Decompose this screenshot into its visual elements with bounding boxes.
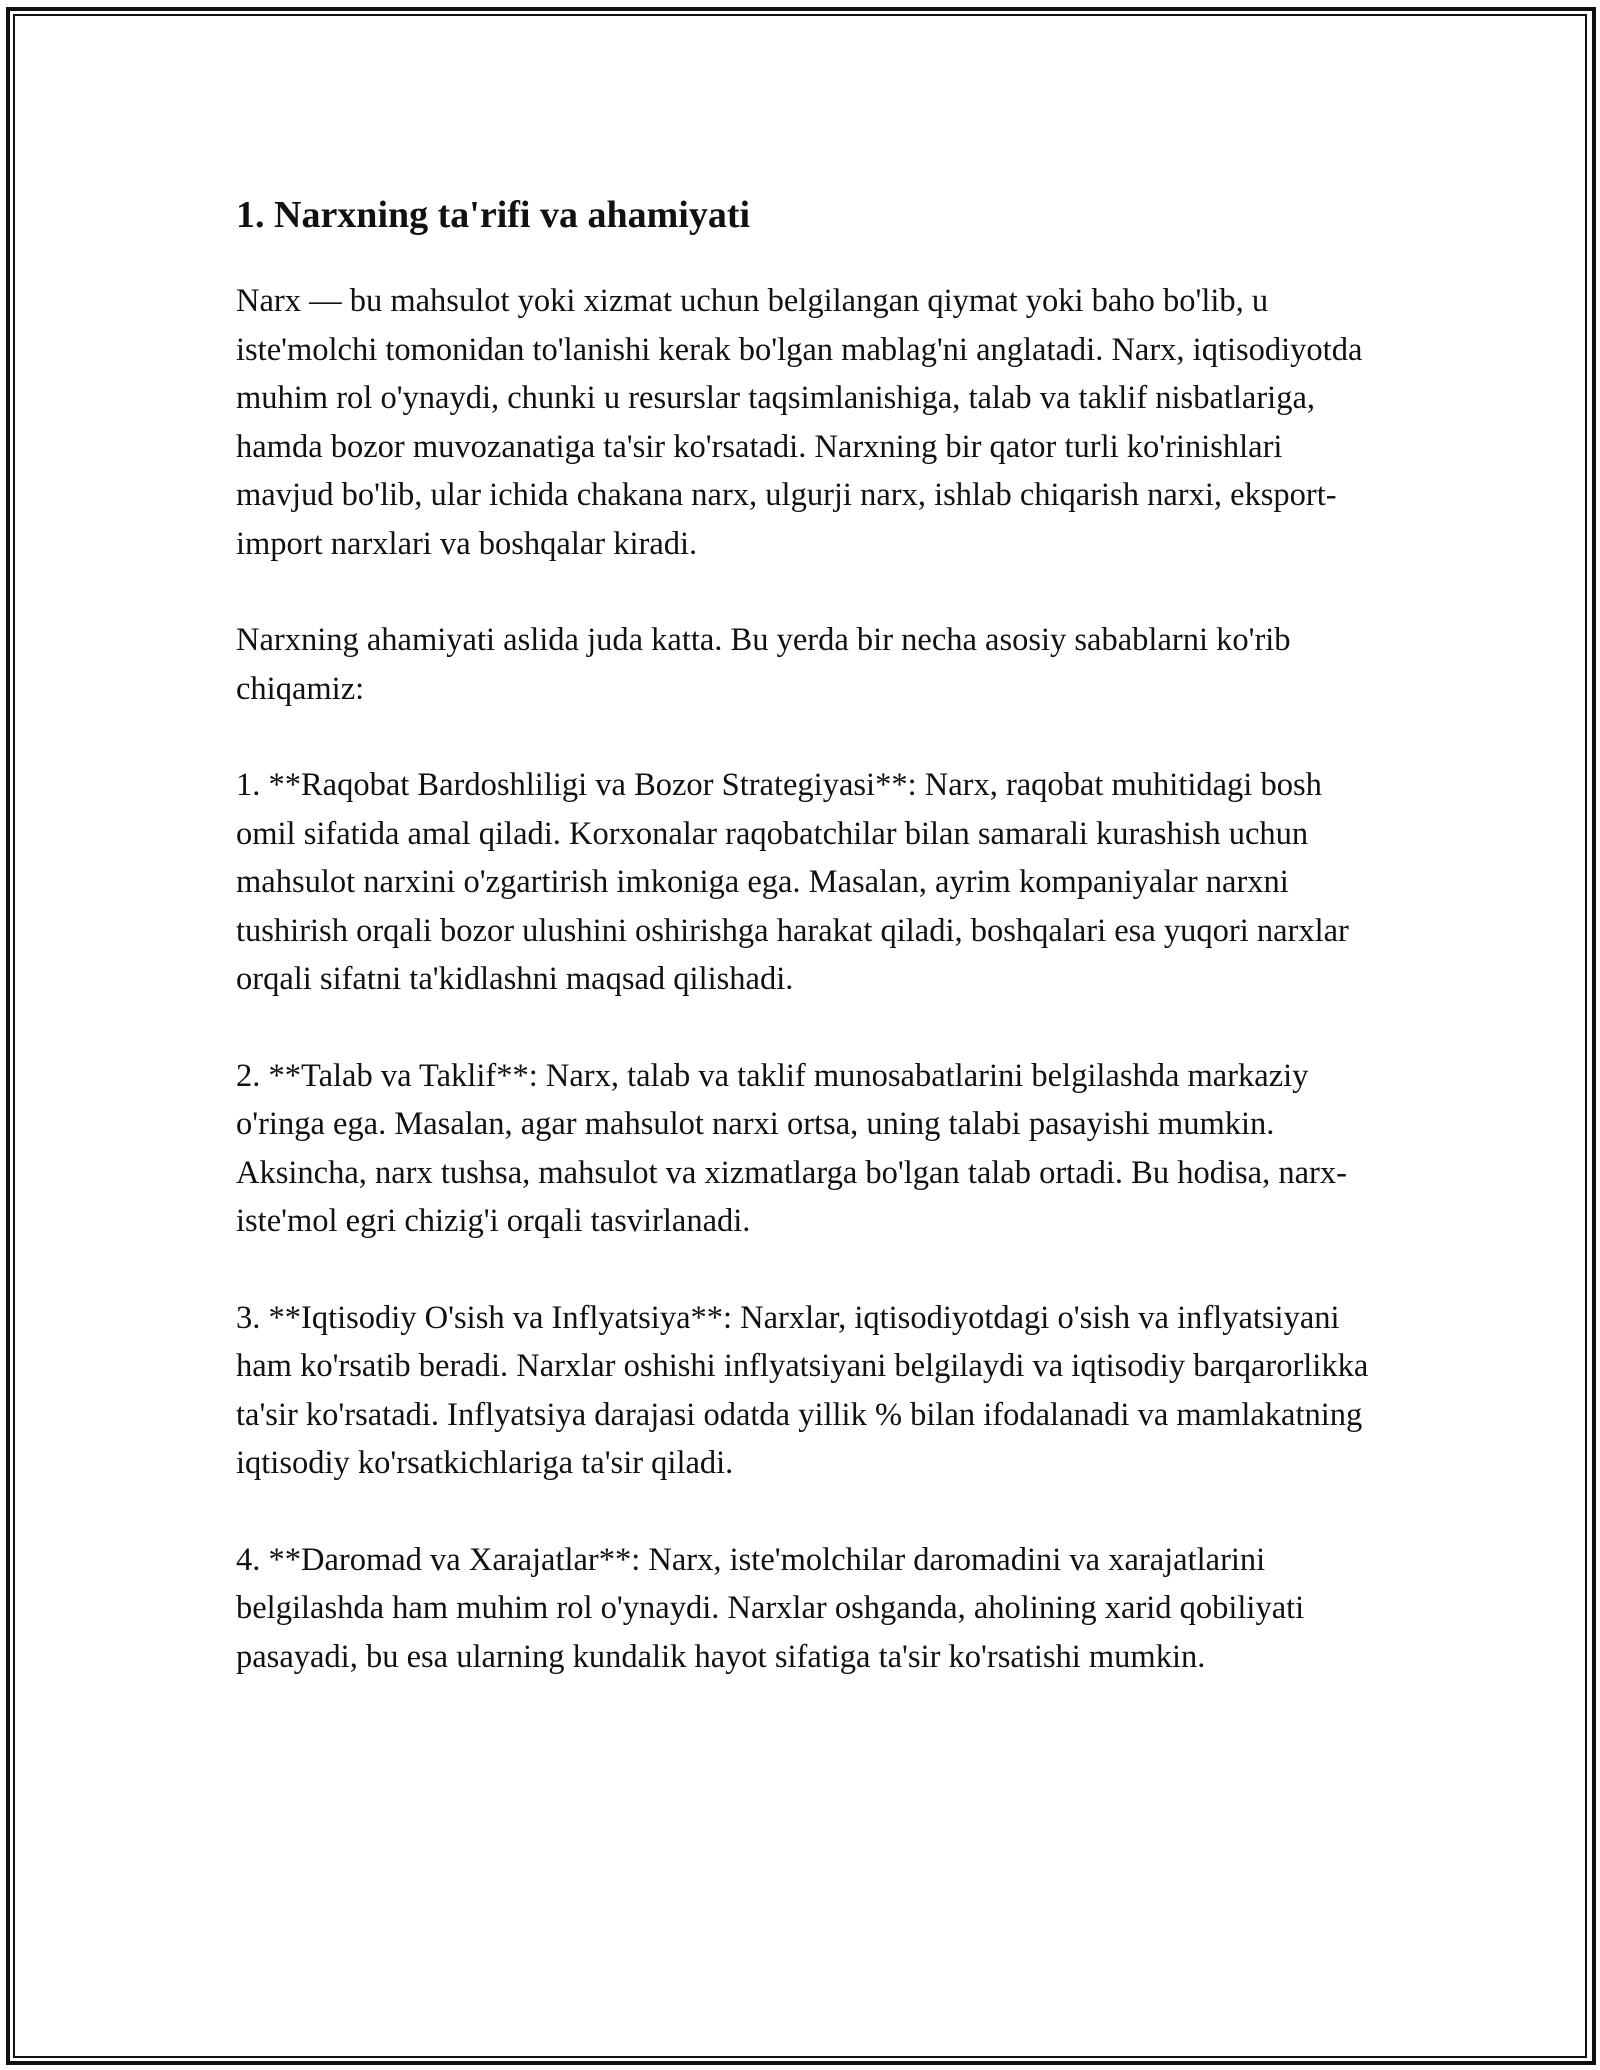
definition-paragraph: Narx — bu mahsulot yoki xizmat uchun belgilangan qiymat yoki baho bo'lib, u iste'molchi tomonidan to'lanishi kerak bo'lgan mablag'ni anglatadi. Narx, iqtisodiyotda muhim rol o'ynaydi, chunki u resurslar taqsimlanishiga, talab va taklif nisbatlariga, hamda bozor muvozanatiga ta'sir ko'rsatadi. Narxning bir qator turli ko'rinishlari mavjud bo'lib, ular ichida chakana narx, ulgurji narx, ishlab chiqarish narxi, eksport-import narxlari va boshqalar kiradi.	[236, 283, 1363, 562]
list-item-supply-demand: 2. **Talab va Taklif**: Narx, talab va taklif munosabatlarini belgilashda markaziy o'ringa ega. Masalan, agar mahsulot narxi ortsa, uning talabi pasayishi mumkin. Aksincha, narx tushsa, mahsulot va xizmatlarga bo'lgan talab ortadi. Bu hodisa, narx-iste'mol egri chizig'i orqali tasvirlanadi.	[236, 1057, 1347, 1239]
list-item-income-expenses: 4. **Daromad va Xarajatlar**: Narx, iste'molchilar daromadini va xarajatlarini belgilashda ham muhim rol o'ynaydi. Narxlar oshganda, aholining xarid qobiliyati pasayadi, bu esa ularning kundalik hayot sifatiga ta'sir ko'rsatishi mumkin.	[236, 1541, 1305, 1675]
list-item-competition: 1. **Raqobat Bardoshliligi va Bozor Strategiyasi**: Narx, raqobat muhitidagi bosh omil sifatida amal qiladi. Korxonalar raqobatchilar bilan samarali kurashish uchun mahsulot narxini o'zgartirish imkoniga ega. Masalan, ayrim kompaniyalar narxni tushirish orqali bozor ulushini oshirishga harakat qiladi, boshqalari esa yuqori narxlar orqali sifatni ta'kidlashni maqsad qilishadi.	[236, 767, 1349, 997]
section-heading: 1. Narxning ta'rifi va ahamiyati	[236, 194, 751, 236]
document-body	[236, 185, 1376, 1729]
importance-intro-paragraph: Narxning ahamiyati aslida juda katta. Bu yerda bir necha asosiy sabablarni ko'rib chiqamiz:	[236, 622, 1291, 707]
list-item-growth-inflation: 3. **Iqtisodiy O'sish va Inflyatsiya**: Narxlar, iqtisodiyotdagi o'sish va inflyatsiyani ham ko'rsatib beradi. Narxlar oshishi inflyatsiyani belgilaydi va iqtisodiy barqarorlikka ta'sir ko'rsatadi. Inflyatsiya darajasi odatda yillik % bilan ifodalanadi va mamlakatning iqtisodiy ko'rsatkichlariga ta'sir qiladi.	[236, 1299, 1369, 1481]
